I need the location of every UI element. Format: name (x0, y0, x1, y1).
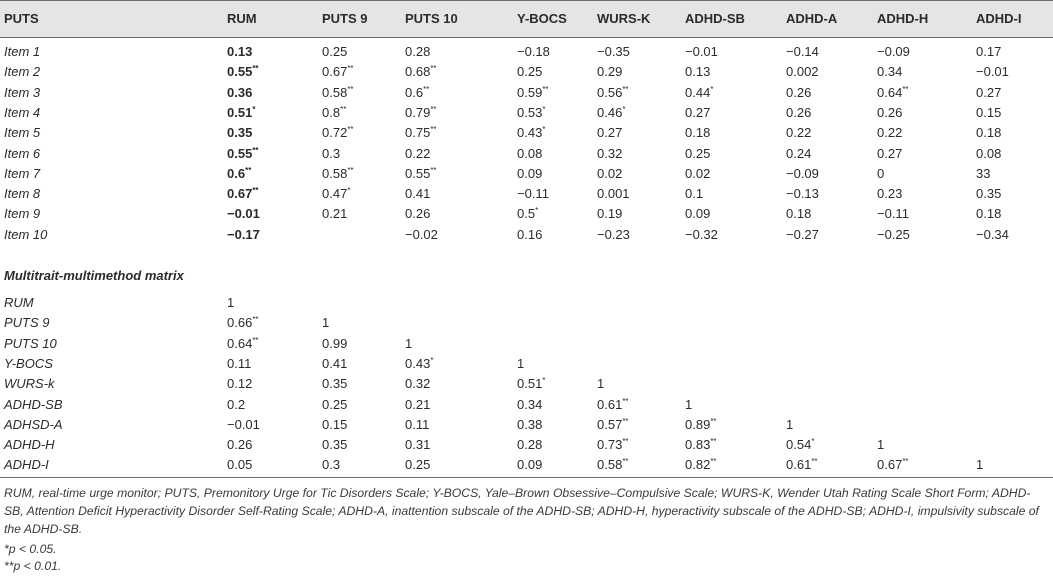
table-cell: 0.26 (877, 104, 903, 120)
table-cell: 0.89** (685, 416, 717, 432)
table-cell: 0.61** (786, 457, 818, 473)
table-cell: 0.09 (685, 206, 711, 222)
table-cell: 0.58** (597, 457, 629, 473)
table-cell: 0.41 (405, 186, 431, 202)
row-label: PUTS 10 (4, 335, 57, 351)
table-cell: 0.32 (597, 145, 623, 161)
table-cell: 0.1 (685, 186, 704, 202)
table-cell: 0.23 (877, 186, 903, 202)
table-cell: 0.58** (322, 84, 354, 100)
table-row (0, 144, 1053, 164)
table-cell: 0.25 (322, 396, 348, 412)
table-cell: 0.8** (322, 104, 347, 120)
table-cell: 0.67** (877, 457, 909, 473)
table-cell: 0.27 (976, 84, 1002, 100)
table-cell: 0.09 (517, 165, 543, 181)
table-cell: 0.35 (976, 186, 1002, 202)
table-cell: 1 (877, 437, 885, 453)
table-cell: 0.31 (405, 437, 431, 453)
table-cell: 0.28 (517, 437, 543, 453)
table-cell: 0.64** (227, 335, 259, 351)
table-cell: −0.09 (786, 165, 819, 181)
table-cell: 0.27 (685, 104, 711, 120)
row-label: Item 1 (4, 44, 41, 59)
table-cell: 0.08 (517, 145, 543, 161)
table-row (0, 123, 1053, 143)
table-cell: 0.61** (597, 396, 629, 412)
row-label: ADHSD-A (4, 416, 63, 432)
table-row (0, 395, 1053, 415)
table-cell: 0.56** (597, 84, 629, 100)
table-cell: 0.25 (322, 44, 348, 59)
table-cell: 0.26 (786, 104, 812, 120)
table-cell: 1 (405, 335, 413, 351)
table-cell: 0.55** (227, 145, 259, 161)
table-bottom-rule (0, 477, 1053, 478)
table-cell: 0.44* (685, 84, 714, 100)
table-cell: 0.17 (976, 44, 1002, 59)
row-label: Item 5 (4, 125, 41, 141)
table-cell: 0.68** (405, 64, 437, 80)
table-cell: 0.5* (517, 206, 539, 222)
table-cell: 0.19 (597, 206, 623, 222)
table-cell: −0.09 (877, 44, 910, 59)
table-cell: 0.41 (322, 355, 348, 371)
table-row (0, 42, 1053, 62)
column-header: PUTS 10 (405, 11, 458, 26)
table-cell: 0.12 (227, 376, 253, 392)
table-cell: −0.34 (976, 226, 1009, 242)
table-cell: 0.05 (227, 457, 253, 473)
table-cell: 0.3 (322, 145, 341, 161)
column-header: ADHD-H (877, 11, 929, 26)
column-header: PUTS 9 (322, 11, 368, 26)
table-cell: 0.02 (685, 165, 711, 181)
table-cell: −0.25 (877, 226, 910, 242)
row-label: ADHD-SB (4, 396, 63, 412)
table-cell: 0.18 (685, 125, 711, 141)
column-header: Y-BOCS (517, 11, 567, 26)
table-cell: 1 (517, 355, 525, 371)
table-cell: 0.54* (786, 437, 815, 453)
table-cell: 0.55** (405, 165, 437, 181)
table-cell: 0.67** (322, 64, 354, 80)
row-label: ADHD-I (4, 457, 49, 473)
table-cell: 0.51* (517, 376, 546, 392)
table-cell: 0.99 (322, 335, 348, 351)
table-cell: −0.11 (877, 206, 909, 222)
table-cell: −0.01 (227, 206, 260, 222)
table-cell: 0.21 (322, 206, 348, 222)
table-cell: −0.01 (685, 44, 718, 59)
table-cell: 0.58** (322, 165, 354, 181)
table-cell: 0.11 (227, 355, 252, 371)
column-header: RUM (227, 11, 257, 26)
table-cell: 0.13 (227, 44, 253, 59)
table-cell: −0.02 (405, 226, 438, 242)
table-cell: −0.11 (517, 186, 549, 202)
column-header: ADHD-I (976, 11, 1022, 26)
table-row (0, 62, 1053, 82)
row-label: Item 2 (4, 64, 41, 80)
table-cell: 0.2 (227, 396, 246, 412)
table-cell: 0.18 (976, 125, 1002, 141)
table-row (0, 204, 1053, 224)
table-cell: 0.35 (227, 125, 253, 141)
matrix-title: Multitrait-multimethod matrix (4, 268, 184, 283)
table-cell: 1 (322, 315, 330, 331)
table-cell: −0.23 (597, 226, 630, 242)
table-cell: 0.29 (597, 64, 623, 80)
table-cell: 0.75** (405, 125, 437, 141)
table-cell: 0.26 (227, 437, 253, 453)
row-label: Item 6 (4, 145, 41, 161)
table-cell: 0.16 (517, 226, 543, 242)
table-cell: 0.001 (597, 186, 630, 202)
table-cell: 0.09 (517, 457, 543, 473)
table-cell: 0.82** (685, 457, 717, 473)
table-cell: 0.38 (517, 416, 543, 432)
table-cell: 0.59** (517, 84, 549, 100)
footnote-sig-01: **p < 0.01. (4, 559, 62, 573)
table-cell: −0.17 (227, 226, 260, 242)
table-row (0, 455, 1053, 475)
table-cell: 0.57** (597, 416, 629, 432)
table-cell: 0.08 (976, 145, 1002, 161)
table-cell: 0.36 (227, 84, 253, 100)
table-cell: 0.15 (322, 416, 348, 432)
row-label: PUTS 9 (4, 315, 50, 331)
column-header: WURS-K (597, 11, 651, 26)
table-cell: 0.32 (405, 376, 431, 392)
table-cell: 0.66** (227, 315, 259, 331)
table-cell: 0.34 (877, 64, 903, 80)
table-cell: 0.25 (685, 145, 711, 161)
table-cell: 0.35 (322, 376, 348, 392)
table-cell: 0.18 (786, 206, 812, 222)
column-header: ADHD-A (786, 11, 838, 26)
table-cell: 0.6** (227, 165, 252, 181)
table-cell: 0.27 (877, 145, 903, 161)
row-label: Item 9 (4, 206, 41, 222)
table-row (0, 83, 1053, 103)
table-row (0, 225, 1053, 245)
row-label: Item 3 (4, 84, 41, 100)
row-label: Item 8 (4, 186, 41, 202)
table-cell: 0.43* (517, 125, 546, 141)
table-cell: 0.21 (405, 396, 431, 412)
table-cell: 0.27 (597, 125, 623, 141)
table-cell: 1 (685, 396, 693, 412)
table-cell: 0.53* (517, 104, 546, 120)
table-cell: −0.14 (786, 44, 819, 59)
row-label: WURS-k (4, 376, 55, 392)
table-cell: 0.25 (405, 457, 431, 473)
table-cell: 0.22 (786, 125, 812, 141)
row-label: RUM (4, 295, 34, 310)
table-cell: 0.34 (517, 396, 543, 412)
row-label: Y-BOCS (4, 355, 53, 371)
table-cell: 0.72** (322, 125, 354, 141)
table-cell: 0.3 (322, 457, 341, 473)
table-cell: 1 (786, 416, 794, 432)
table-header-row (0, 0, 1053, 38)
column-header: PUTS (4, 11, 39, 26)
table-cell: 0.67** (227, 186, 259, 202)
table-cell: 0.64** (877, 84, 909, 100)
table-cell: −0.01 (227, 416, 260, 432)
table-row (0, 293, 1053, 313)
table-cell: 1 (597, 376, 605, 392)
table-cell: 1 (227, 295, 235, 310)
footnote-abbreviations: RUM, real-time urge monitor; PUTS, Premonitory Urge for Tic Disorders Scale; Y-BOCS, Yale–Brown Obsessive–Compulsive Scale; WURS-K, Wender Utah Rating Scale Short Form; ADHD-SB, Attention Deficit Hyperactivity Disorder Self-Rating Scale; ADHD-A, inattention subscale of the ADHD-SB; ADHD-H, hyperactivity subscale of the ADHD-SB; ADHD-I, impulsivity subscale of the ADHD-SB. (4, 486, 1039, 536)
table-row (0, 164, 1053, 184)
footnote-sig-05: *p < 0.05. (4, 542, 57, 556)
row-label: ADHD-H (4, 437, 55, 453)
table-cell: 0.22 (405, 145, 431, 161)
table-cell: 0.83** (685, 437, 717, 453)
table-cell: 0.11 (405, 416, 430, 432)
table-cell: 0.25 (517, 64, 543, 80)
table-cell: −0.18 (517, 44, 550, 59)
table-cell: 0.47* (322, 186, 351, 202)
table-row (0, 354, 1053, 374)
table-cell: 0.26 (786, 84, 812, 100)
table-cell: 0.13 (685, 64, 711, 80)
table-cell: 33 (976, 165, 991, 181)
table-cell: 0.002 (786, 64, 819, 80)
table-cell: 0.35 (322, 437, 348, 453)
table-cell: 0 (877, 165, 885, 181)
table-cell: 0.15 (976, 104, 1002, 120)
column-header: ADHD-SB (685, 11, 745, 26)
table-cell: 0.46* (597, 104, 626, 120)
row-label: Item 10 (4, 226, 48, 242)
table-cell: 0.18 (976, 206, 1002, 222)
table-cell: −0.01 (976, 64, 1009, 80)
table-cell: 0.6** (405, 84, 430, 100)
table-cell: 0.26 (405, 206, 431, 222)
table-cell: −0.27 (786, 226, 819, 242)
row-label: Item 4 (4, 104, 41, 120)
table-cell: 0.43* (405, 355, 434, 371)
table-cell: 1 (976, 457, 984, 473)
table-cell: 0.22 (877, 125, 903, 141)
table-cell: 0.55** (227, 64, 259, 80)
table-cell: 0.79** (405, 104, 437, 120)
table-row (0, 103, 1053, 123)
table-cell: −0.35 (597, 44, 630, 59)
table-row (0, 435, 1053, 455)
row-label: Item 7 (4, 165, 41, 181)
table-cell: 0.51* (227, 104, 256, 120)
table-cell: −0.32 (685, 226, 718, 242)
table-row (0, 374, 1053, 394)
table-cell: 0.73** (597, 437, 629, 453)
table-row (0, 415, 1053, 435)
table-cell: 0.24 (786, 145, 812, 161)
table-cell: 0.02 (597, 165, 623, 181)
table-row (0, 334, 1053, 354)
table-cell: −0.13 (786, 186, 819, 202)
table-cell: 0.28 (405, 44, 431, 59)
table-row (0, 184, 1053, 204)
table-row (0, 313, 1053, 333)
